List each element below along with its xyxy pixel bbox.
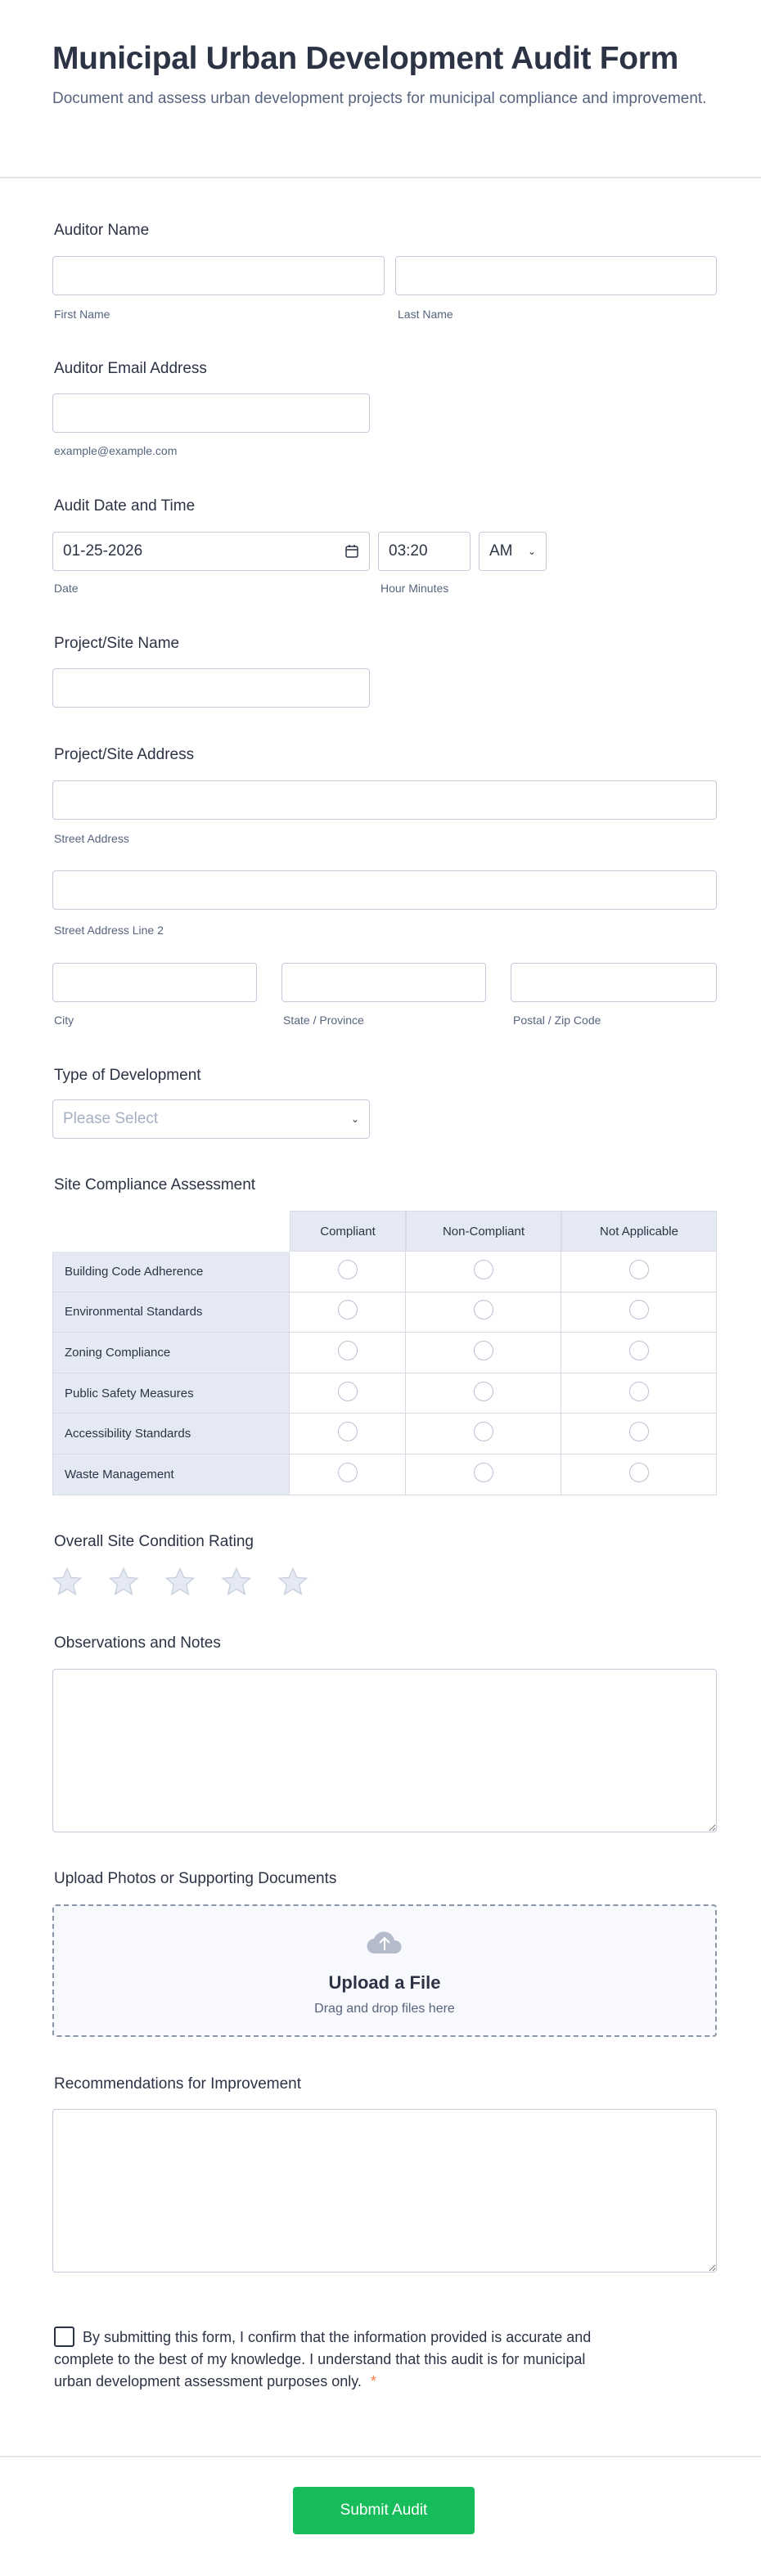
observations-textarea[interactable] — [52, 1669, 717, 1832]
consent-text: By submitting this form, I confirm that the information provided is accurate and complete to the best of my knowledge. I understand that this audit is for municipal urban development assessment purposes only. — [54, 2329, 592, 2389]
matrix-radio[interactable] — [629, 1382, 649, 1401]
submit-button[interactable]: Submit Audit — [293, 2487, 475, 2534]
recommendations-label: Recommendations for Improvement — [54, 2075, 302, 2093]
first-name-input[interactable] — [52, 256, 385, 295]
date-input[interactable] — [52, 532, 370, 571]
matrix-radio[interactable] — [338, 1422, 358, 1441]
chevron-down-icon: ⌄ — [527, 546, 536, 557]
observations-label: Observations and Notes — [54, 1634, 221, 1652]
matrix-col-header: Compliant — [290, 1211, 406, 1252]
matrix-row-label: Zoning Compliance — [52, 1333, 290, 1373]
matrix-row-label: Accessibility Standards — [52, 1414, 290, 1454]
rating-label: Overall Site Condition Rating — [54, 1533, 254, 1550]
last-name-sublabel: Last Name — [398, 308, 453, 321]
last-name-input[interactable] — [395, 256, 717, 295]
email-label: Auditor Email Address — [54, 360, 207, 377]
compliance-label: Site Compliance Assessment — [54, 1176, 256, 1194]
time-input[interactable]: 03:20 — [378, 532, 471, 571]
street-address-line2-input[interactable] — [52, 870, 717, 910]
matrix-row-label: Environmental Standards — [52, 1292, 290, 1333]
matrix-radio[interactable] — [629, 1300, 649, 1319]
matrix-cell — [561, 1454, 717, 1495]
matrix-radio[interactable] — [474, 1463, 493, 1482]
zip-sublabel: Postal / Zip Code — [513, 1014, 601, 1027]
matrix-cell — [406, 1333, 561, 1373]
matrix-cell — [406, 1252, 561, 1292]
file-dropzone[interactable] — [52, 1904, 717, 2037]
matrix-row-label: Building Code Adherence — [52, 1252, 290, 1292]
auditor-name-label: Auditor Name — [54, 222, 150, 239]
matrix-cell — [290, 1292, 406, 1333]
consent-block — [54, 2326, 627, 2393]
matrix-row — [52, 1333, 717, 1373]
star-rating — [51, 1566, 309, 1598]
street-address-line2-sublabel: Street Address Line 2 — [54, 924, 164, 937]
star-icon[interactable] — [51, 1566, 83, 1598]
state-input[interactable] — [281, 963, 486, 1002]
city-input[interactable] — [52, 963, 257, 1002]
upload-hint: Drag and drop files here — [314, 2002, 455, 2016]
matrix-radio[interactable] — [629, 1422, 649, 1441]
matrix-radio[interactable] — [474, 1382, 493, 1401]
matrix-cell — [290, 1333, 406, 1373]
email-sublabel: example@example.com — [54, 444, 178, 457]
matrix-cell — [561, 1333, 717, 1373]
matrix-cell — [290, 1252, 406, 1292]
matrix-radio[interactable] — [474, 1300, 493, 1319]
matrix-row — [52, 1292, 717, 1333]
city-sublabel: City — [54, 1014, 74, 1027]
matrix-cell — [561, 1373, 717, 1414]
matrix-radio[interactable] — [474, 1341, 493, 1360]
project-name-label: Project/Site Name — [54, 635, 180, 652]
matrix-cell — [406, 1292, 561, 1333]
matrix-row-label: Public Safety Measures — [52, 1373, 290, 1414]
consent-checkbox[interactable] — [54, 2326, 74, 2347]
compliance-matrix — [52, 1211, 717, 1495]
first-name-sublabel: First Name — [54, 308, 110, 321]
matrix-row — [52, 1373, 717, 1414]
cloud-upload-icon — [365, 1927, 404, 1957]
date-value: 01-25-2026 — [63, 542, 143, 560]
calendar-icon[interactable] — [344, 544, 359, 559]
page-subtitle: Document and assess urban development projects for municipal compliance and improvement. — [52, 90, 707, 107]
matrix-radio[interactable] — [629, 1260, 649, 1279]
upload-label: Upload Photos or Supporting Documents — [54, 1870, 337, 1887]
matrix-cell — [561, 1414, 717, 1454]
matrix-radio[interactable] — [474, 1422, 493, 1441]
upload-title: Upload a File — [328, 1972, 441, 1993]
matrix-cell — [406, 1373, 561, 1414]
time-sublabel: Hour Minutes — [380, 582, 449, 595]
address-label: Project/Site Address — [54, 746, 195, 763]
matrix-cell — [406, 1414, 561, 1454]
state-sublabel: State / Province — [283, 1014, 364, 1027]
datetime-label: Audit Date and Time — [54, 497, 196, 515]
ampm-select[interactable] — [479, 532, 547, 571]
required-mark: * — [370, 2373, 376, 2389]
matrix-col-header: Not Applicable — [561, 1211, 717, 1252]
matrix-row — [52, 1414, 717, 1454]
development-type-placeholder: Please Select — [63, 1110, 159, 1127]
email-input[interactable] — [52, 393, 370, 433]
matrix-radio[interactable] — [338, 1300, 358, 1319]
recommendations-textarea[interactable] — [52, 2109, 717, 2273]
footer-divider — [0, 2456, 761, 2457]
star-icon[interactable] — [277, 1566, 309, 1598]
matrix-cell — [290, 1454, 406, 1495]
page-title: Municipal Urban Development Audit Form — [52, 41, 679, 76]
street-address-sublabel: Street Address — [54, 832, 129, 845]
ampm-value: AM — [489, 542, 513, 560]
star-icon[interactable] — [220, 1566, 253, 1598]
matrix-cell — [406, 1454, 561, 1495]
matrix-cell — [290, 1414, 406, 1454]
chevron-down-icon: ⌄ — [350, 1113, 359, 1125]
matrix-radio[interactable] — [338, 1463, 358, 1482]
zip-input[interactable] — [511, 963, 717, 1002]
matrix-corner — [52, 1211, 290, 1252]
matrix-radio[interactable] — [338, 1260, 358, 1279]
matrix-radio[interactable] — [629, 1341, 649, 1360]
development-type-select[interactable] — [52, 1099, 370, 1139]
header-divider — [0, 177, 761, 178]
project-name-input[interactable] — [52, 668, 370, 708]
matrix-cell — [290, 1373, 406, 1414]
matrix-cell — [561, 1252, 717, 1292]
matrix-cell — [561, 1292, 717, 1333]
matrix-row — [52, 1252, 717, 1292]
matrix-radio[interactable] — [338, 1341, 358, 1360]
matrix-radio[interactable] — [629, 1463, 649, 1482]
matrix-row-label: Waste Management — [52, 1454, 290, 1495]
star-icon[interactable] — [107, 1566, 140, 1598]
matrix-radio[interactable] — [338, 1382, 358, 1401]
star-icon[interactable] — [164, 1566, 196, 1598]
matrix-col-header: Non-Compliant — [406, 1211, 561, 1252]
development-type-label: Type of Development — [54, 1067, 201, 1084]
matrix-radio[interactable] — [474, 1260, 493, 1279]
street-address-input[interactable] — [52, 780, 717, 820]
matrix-row — [52, 1454, 717, 1495]
date-sublabel: Date — [54, 582, 79, 595]
